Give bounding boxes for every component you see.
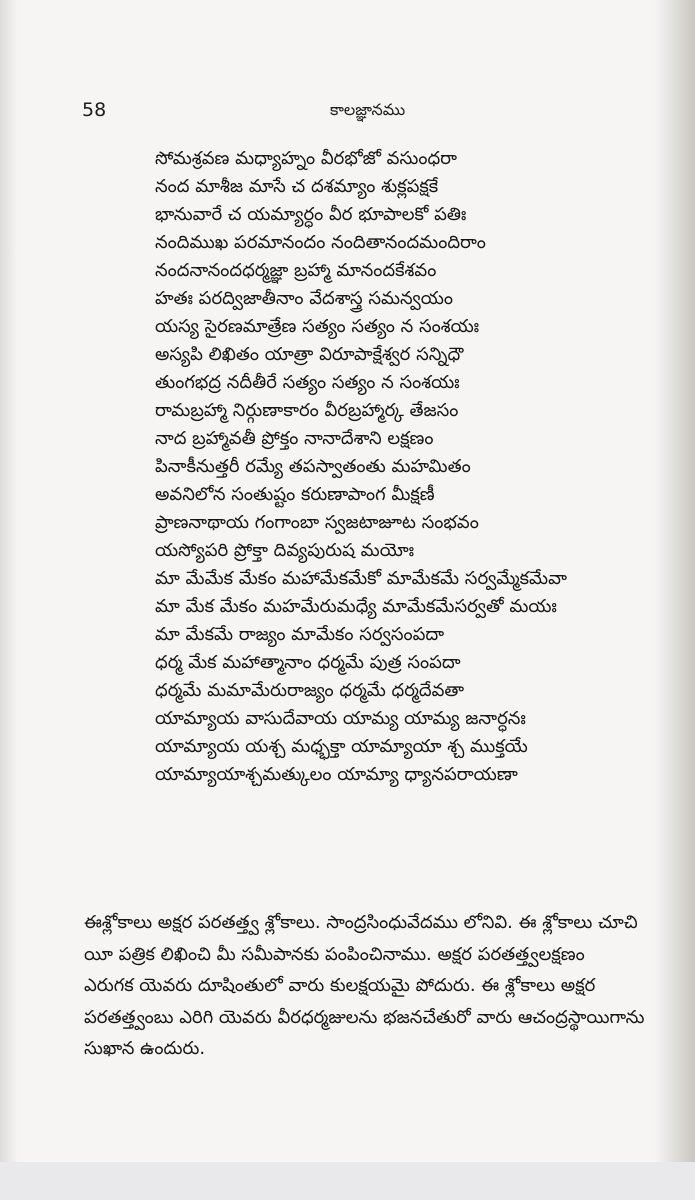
- verse-line: భానువారే చ యమ్యార్ధం వీర భూపాలకో పతిః: [155, 204, 467, 225]
- prose-line: సుఖాన ఉందురు.: [84, 1038, 206, 1059]
- verse-line: రామబ్రహ్మా నిర్గుణాకారం వీరబ్రహ్మార్క తేజసం: [155, 400, 459, 421]
- verse-line: నందనానందధర్మజ్ఞా బ్రహ్మా మానందకేశవం: [155, 260, 437, 281]
- prose-line: ఎరుగక యెవరు దూషింతులో వారు కులక్షయమై పోదురు. ఈ శ్లోకాలు అక్షర: [84, 975, 596, 996]
- verse-line: నాద బ్రహ్మావతీ ప్రోక్తం నానాదేశాని లక్షణం: [155, 428, 434, 449]
- viewer-background: [0, 1162, 695, 1200]
- verse-line: యస్యోపరి ప్రోక్తా దివ్యపురుష మయోః: [155, 540, 415, 561]
- verse-line: తుంగభద్ర నదీతీరే సత్యం సత్యం న సంశయః: [155, 372, 460, 393]
- verse-line: ధర్మమే మమామేరురాజ్యం ధర్మమే ధర్మదేవతా: [155, 680, 465, 701]
- prose-line: యీ పత్రిక లిఖించి మీ సమీపానకు పంపించినాము. అక్షర పరతత్త్వలక్షణం: [84, 943, 585, 965]
- verse-line: అవనిలోన సంతుష్టం కరుణాపాంగ మీక్షణీ: [155, 484, 435, 505]
- prose-line: ఈశ్లోకాలు అక్షర పరతత్త్వ శ్లోకాలు. సాంద్రసింధువేదము లోనివి. ఈ శ్లోకాలు చూచి: [84, 912, 638, 933]
- verse-line: హతః పరద్విజాతీనాం వేదశాస్త్ర సమన్వయం: [155, 288, 454, 309]
- prose-line: పరతత్త్వంబు ఎరిగి యెవరు వీరధర్మజులను భజనచేతురో వారు ఆచంద్రస్థాయిగాను: [84, 1006, 645, 1028]
- verse-line: ధర్మ మేక మహాత్మానాం ధర్మమే పుత్ర సంపదా: [155, 652, 461, 673]
- verse-line: యస్య సైరణమాత్రేణ సత్యం సత్యం న సంశయః: [155, 316, 480, 337]
- verse-line: సోమశ్రవణ మధ్యాహ్నం వీరభోజో వసుంధరా: [155, 148, 458, 169]
- verse-line: మా మేమేక మేకం మహామేకమేకో మామేకమే సర్వమ్మేకమేవా: [155, 568, 567, 589]
- verse-line: యామ్యాయ వాసుదేవాయ యామ్య యామ్య జనార్ధనః: [155, 708, 526, 729]
- verse-line: యామ్యాయ యశ్చ మధ్భక్తా యామ్యాయా శ్చ ముక్తయే: [155, 736, 528, 757]
- running-title: కాలజ్ఞానము: [330, 100, 406, 119]
- verse-line: మా మేక మేకం మహమేరుమధ్యే మామేకమేసర్వతో మయః: [155, 596, 557, 617]
- verse-line: ప్రాణనాథాయ గంగాంబా స్వజటాజూట సంభవం: [155, 512, 479, 533]
- verse-line: మా మేకమే రాజ్యం మామేకం సర్వసంపదా: [155, 624, 445, 645]
- prose-paragraph: [84, 907, 674, 1065]
- verse-line: పినాకీనుత్తరీ రమ్యే తపస్వాతంతు మహమితం: [155, 456, 471, 477]
- verse-line: యామ్యాయాశ్చమత్కులం యామ్యా ధ్యానపరాయణా: [155, 764, 518, 785]
- verse-line: నందిముఖ పరమానందం నందితానందమందిరాం: [155, 232, 486, 253]
- verse-block: [155, 145, 675, 789]
- verse-line: అస్యపి లిఖితం యాత్రా విరూపాక్షేశ్వర సన్నిధౌ: [155, 344, 464, 365]
- page-number: 58: [82, 99, 107, 121]
- page-gutter-shadow: [0, 0, 18, 1162]
- verse-line: నంద మాశీజ మాసే చ దశమ్యాం శుక్లపక్షకే: [155, 176, 439, 197]
